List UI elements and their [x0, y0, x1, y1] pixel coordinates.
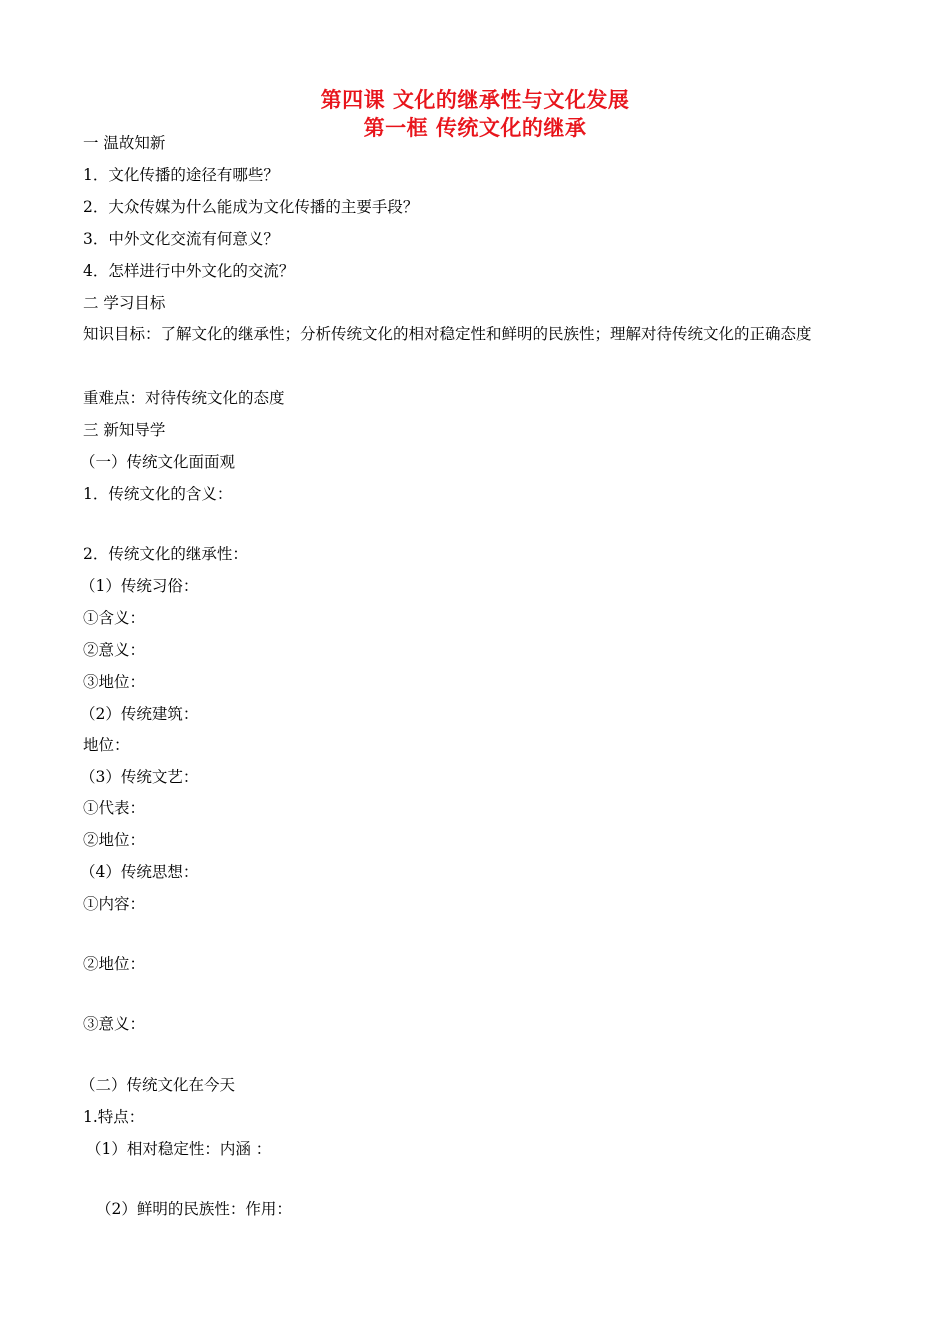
customs-heading: （1）传统习俗：	[80, 577, 199, 595]
review-question-2: 2．大众传媒为什么能成为文化传播的主要手段？	[83, 198, 419, 216]
architecture-heading: （2）传统建筑：	[80, 705, 199, 723]
arts-representative: ①代表：	[83, 799, 146, 817]
customs-meaning: ①含义：	[83, 609, 146, 627]
stability-item: （1）相对稳定性：内涵 ：	[86, 1140, 272, 1158]
part1-item2: 2．传统文化的继承性：	[83, 545, 248, 563]
thought-significance: ③意义：	[83, 1015, 146, 1033]
review-heading: 一 温故知新	[83, 134, 166, 152]
national-item: （2）鲜明的民族性：作用：	[96, 1200, 292, 1218]
customs-status: ③地位：	[83, 673, 146, 691]
arts-heading: （3）传统文艺：	[80, 768, 199, 786]
customs-significance: ②意义：	[83, 641, 146, 659]
document-subtitle: 第一框 传统文化的继承	[363, 116, 587, 140]
part1-heading: （一）传统文化面面观	[80, 453, 236, 471]
review-question-3: 3．中外文化交流有何意义？	[83, 230, 279, 248]
goals-heading: 二 学习目标	[83, 294, 166, 312]
new-study-heading: 三 新知导学	[83, 421, 166, 439]
part2-heading: （二）传统文化在今天	[80, 1076, 236, 1094]
thought-content: ①内容：	[83, 895, 146, 913]
thought-status: ②地位：	[83, 955, 146, 973]
thought-heading: （4）传统思想：	[80, 863, 199, 881]
knowledge-goal: 知识目标：了解文化的继承性；分析传统文化的相对稳定性和鲜明的民族性；理解对待传统文化的正确态度	[83, 325, 812, 343]
architecture-status: 地位：	[83, 736, 130, 754]
arts-status: ②地位：	[83, 831, 146, 849]
key-point: 重难点：对待传统文化的态度	[83, 389, 285, 407]
review-question-1: 1．文化传播的途径有哪些？	[83, 166, 279, 184]
review-question-4: 4．怎样进行中外文化的交流？	[83, 262, 295, 280]
part1-item1: 1．传统文化的含义：	[83, 485, 233, 503]
part2-item1: 1.特点：	[83, 1108, 145, 1126]
document-title: 第四课 文化的继承性与文化发展	[320, 88, 630, 112]
